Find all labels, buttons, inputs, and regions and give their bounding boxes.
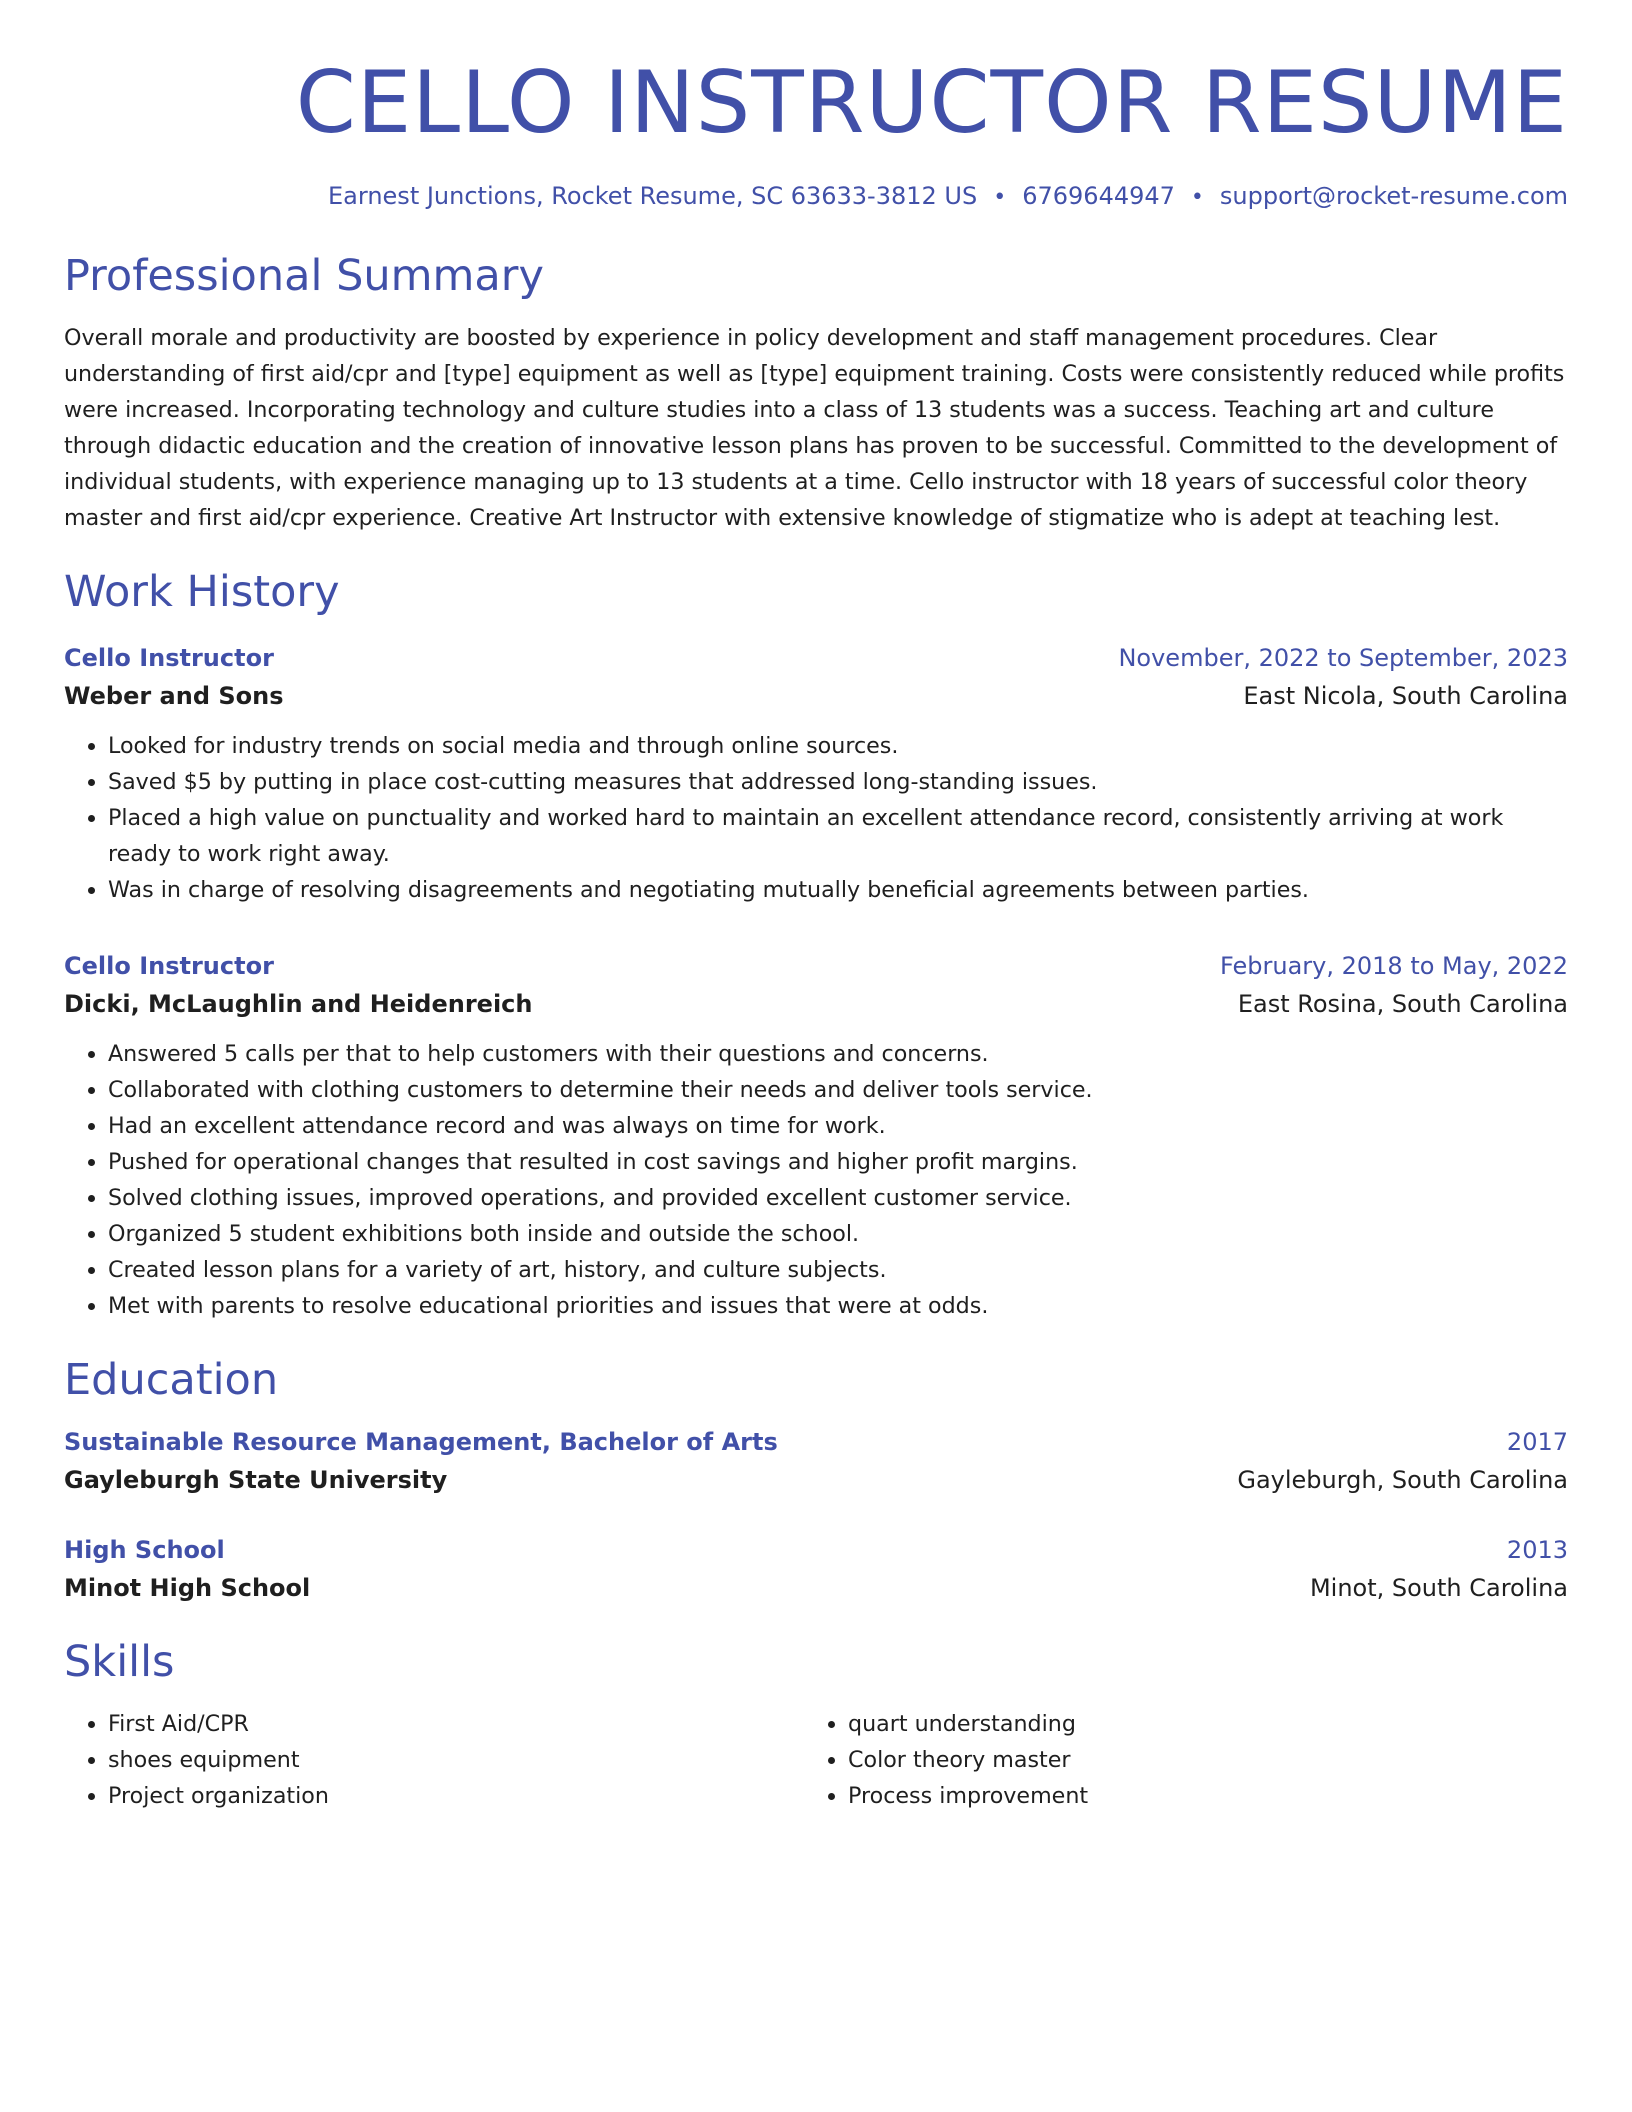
contact-phone: 6769644947 (1022, 182, 1175, 210)
skill-item: • shoes equipment (108, 1742, 804, 1778)
education-section (64, 1352, 1568, 1606)
job-role: Cello Instructor (64, 644, 274, 672)
contact-address: Earnest Junctions, Rocket Resume, SC 63633-3812 US (328, 182, 978, 210)
job-location: East Rosina, South Carolina (1237, 990, 1568, 1018)
job-bullet: • Answered 5 calls per that to help customers with their questions and concerns. (108, 1036, 1568, 1072)
education-school: Minot High School (64, 1574, 311, 1602)
skills-heading: Skills (64, 1637, 175, 1687)
job-bullet: • Had an excellent attendance record and was always on time for work. (108, 1108, 1568, 1144)
skills-section (64, 1634, 1568, 1814)
education-school: Gayleburgh State University (64, 1466, 448, 1494)
job-bullets (64, 1036, 1568, 1324)
work-history-section (64, 564, 1568, 1324)
education-entry (64, 1532, 1568, 1606)
contact-separator: • (1190, 185, 1204, 210)
job-entry (64, 640, 1568, 908)
skill-item: • Project organization (108, 1778, 804, 1814)
contact-email: support@rocket-resume.com (1219, 182, 1568, 210)
skill-item: • Process improvement (848, 1778, 1544, 1814)
resume-title: CELLO INSTRUCTOR RESUME (295, 53, 1568, 153)
skills-column-left (64, 1706, 804, 1814)
contact-separator: • (993, 185, 1007, 210)
job-bullet: • Looked for industry trends on social media and through online sources. (108, 728, 1568, 764)
job-bullet: • Was in charge of resolving disagreements and negotiating mutually beneficial agreements between parties. (108, 872, 1568, 908)
skills-column-right (804, 1706, 1544, 1814)
education-year: 2017 (1506, 1428, 1568, 1456)
job-bullet: • Met with parents to resolve educational priorities and issues that were at odds. (108, 1288, 1568, 1324)
job-company: Dicki, McLaughlin and Heidenreich (64, 990, 533, 1018)
work-history-heading: Work History (64, 567, 340, 617)
job-entry (64, 948, 1568, 1324)
job-bullet: • Placed a high value on punctuality and worked hard to maintain an excellent attendance record, consistently arriving at work ready to work right away. (108, 800, 1568, 872)
education-entry (64, 1424, 1568, 1498)
skill-item: • quart understanding (848, 1706, 1544, 1742)
job-bullet: • Created lesson plans for a variety of art, history, and culture subjects. (108, 1252, 1568, 1288)
summary-text: Overall morale and productivity are boosted by experience in policy development and staff management procedures. Clear understanding of first aid/cpr and [type] equipment as well as [type] equipment training. Costs were consistently reduced while profits were increased. Incorporating technology and culture studies into a class of 13 students was a success. Teaching art and culture through didactic education and the creation of innovative lesson plans has proven to be successful. Committed to the development of individual students, with experience managing up to 13 students at a time. Cello instructor with 18 years of successful color theory master and first aid/cpr experience. Creative Art Instructor with extensive knowledge of stigmatize who is adept at teaching lest. (64, 325, 1565, 531)
job-dates: November, 2022 to September, 2023 (1118, 644, 1568, 672)
job-bullet: • Organized 5 student exhibitions both inside and outside the school. (108, 1216, 1568, 1252)
education-location: Gayleburgh, South Carolina (1237, 1466, 1568, 1494)
job-role: Cello Instructor (64, 952, 274, 980)
job-bullet: • Pushed for operational changes that resulted in cost savings and higher profit margins. (108, 1144, 1568, 1180)
job-location: East Nicola, South Carolina (1243, 682, 1568, 710)
education-heading: Education (64, 1355, 279, 1405)
job-bullet: • Solved clothing issues, improved operations, and provided excellent customer service. (108, 1180, 1568, 1216)
skills-columns (64, 1706, 1568, 1814)
education-location: Minot, South Carolina (1309, 1574, 1568, 1602)
job-bullet: • Saved $5 by putting in place cost-cutting measures that addressed long-standing issues. (108, 764, 1568, 800)
education-degree: High School (64, 1536, 225, 1564)
education-year: 2013 (1506, 1536, 1568, 1564)
education-degree: Sustainable Resource Management, Bachelor of Arts (64, 1428, 778, 1456)
job-company: Weber and Sons (64, 682, 284, 710)
job-bullets (64, 728, 1568, 908)
job-bullet: • Collaborated with clothing customers to determine their needs and deliver tools service. (108, 1072, 1568, 1108)
summary-heading: Professional Summary (64, 251, 544, 301)
skill-item: • First Aid/CPR (108, 1706, 804, 1742)
job-dates: February, 2018 to May, 2022 (1220, 952, 1568, 980)
contact-line (64, 180, 1568, 214)
skill-item: • Color theory master (848, 1742, 1544, 1778)
